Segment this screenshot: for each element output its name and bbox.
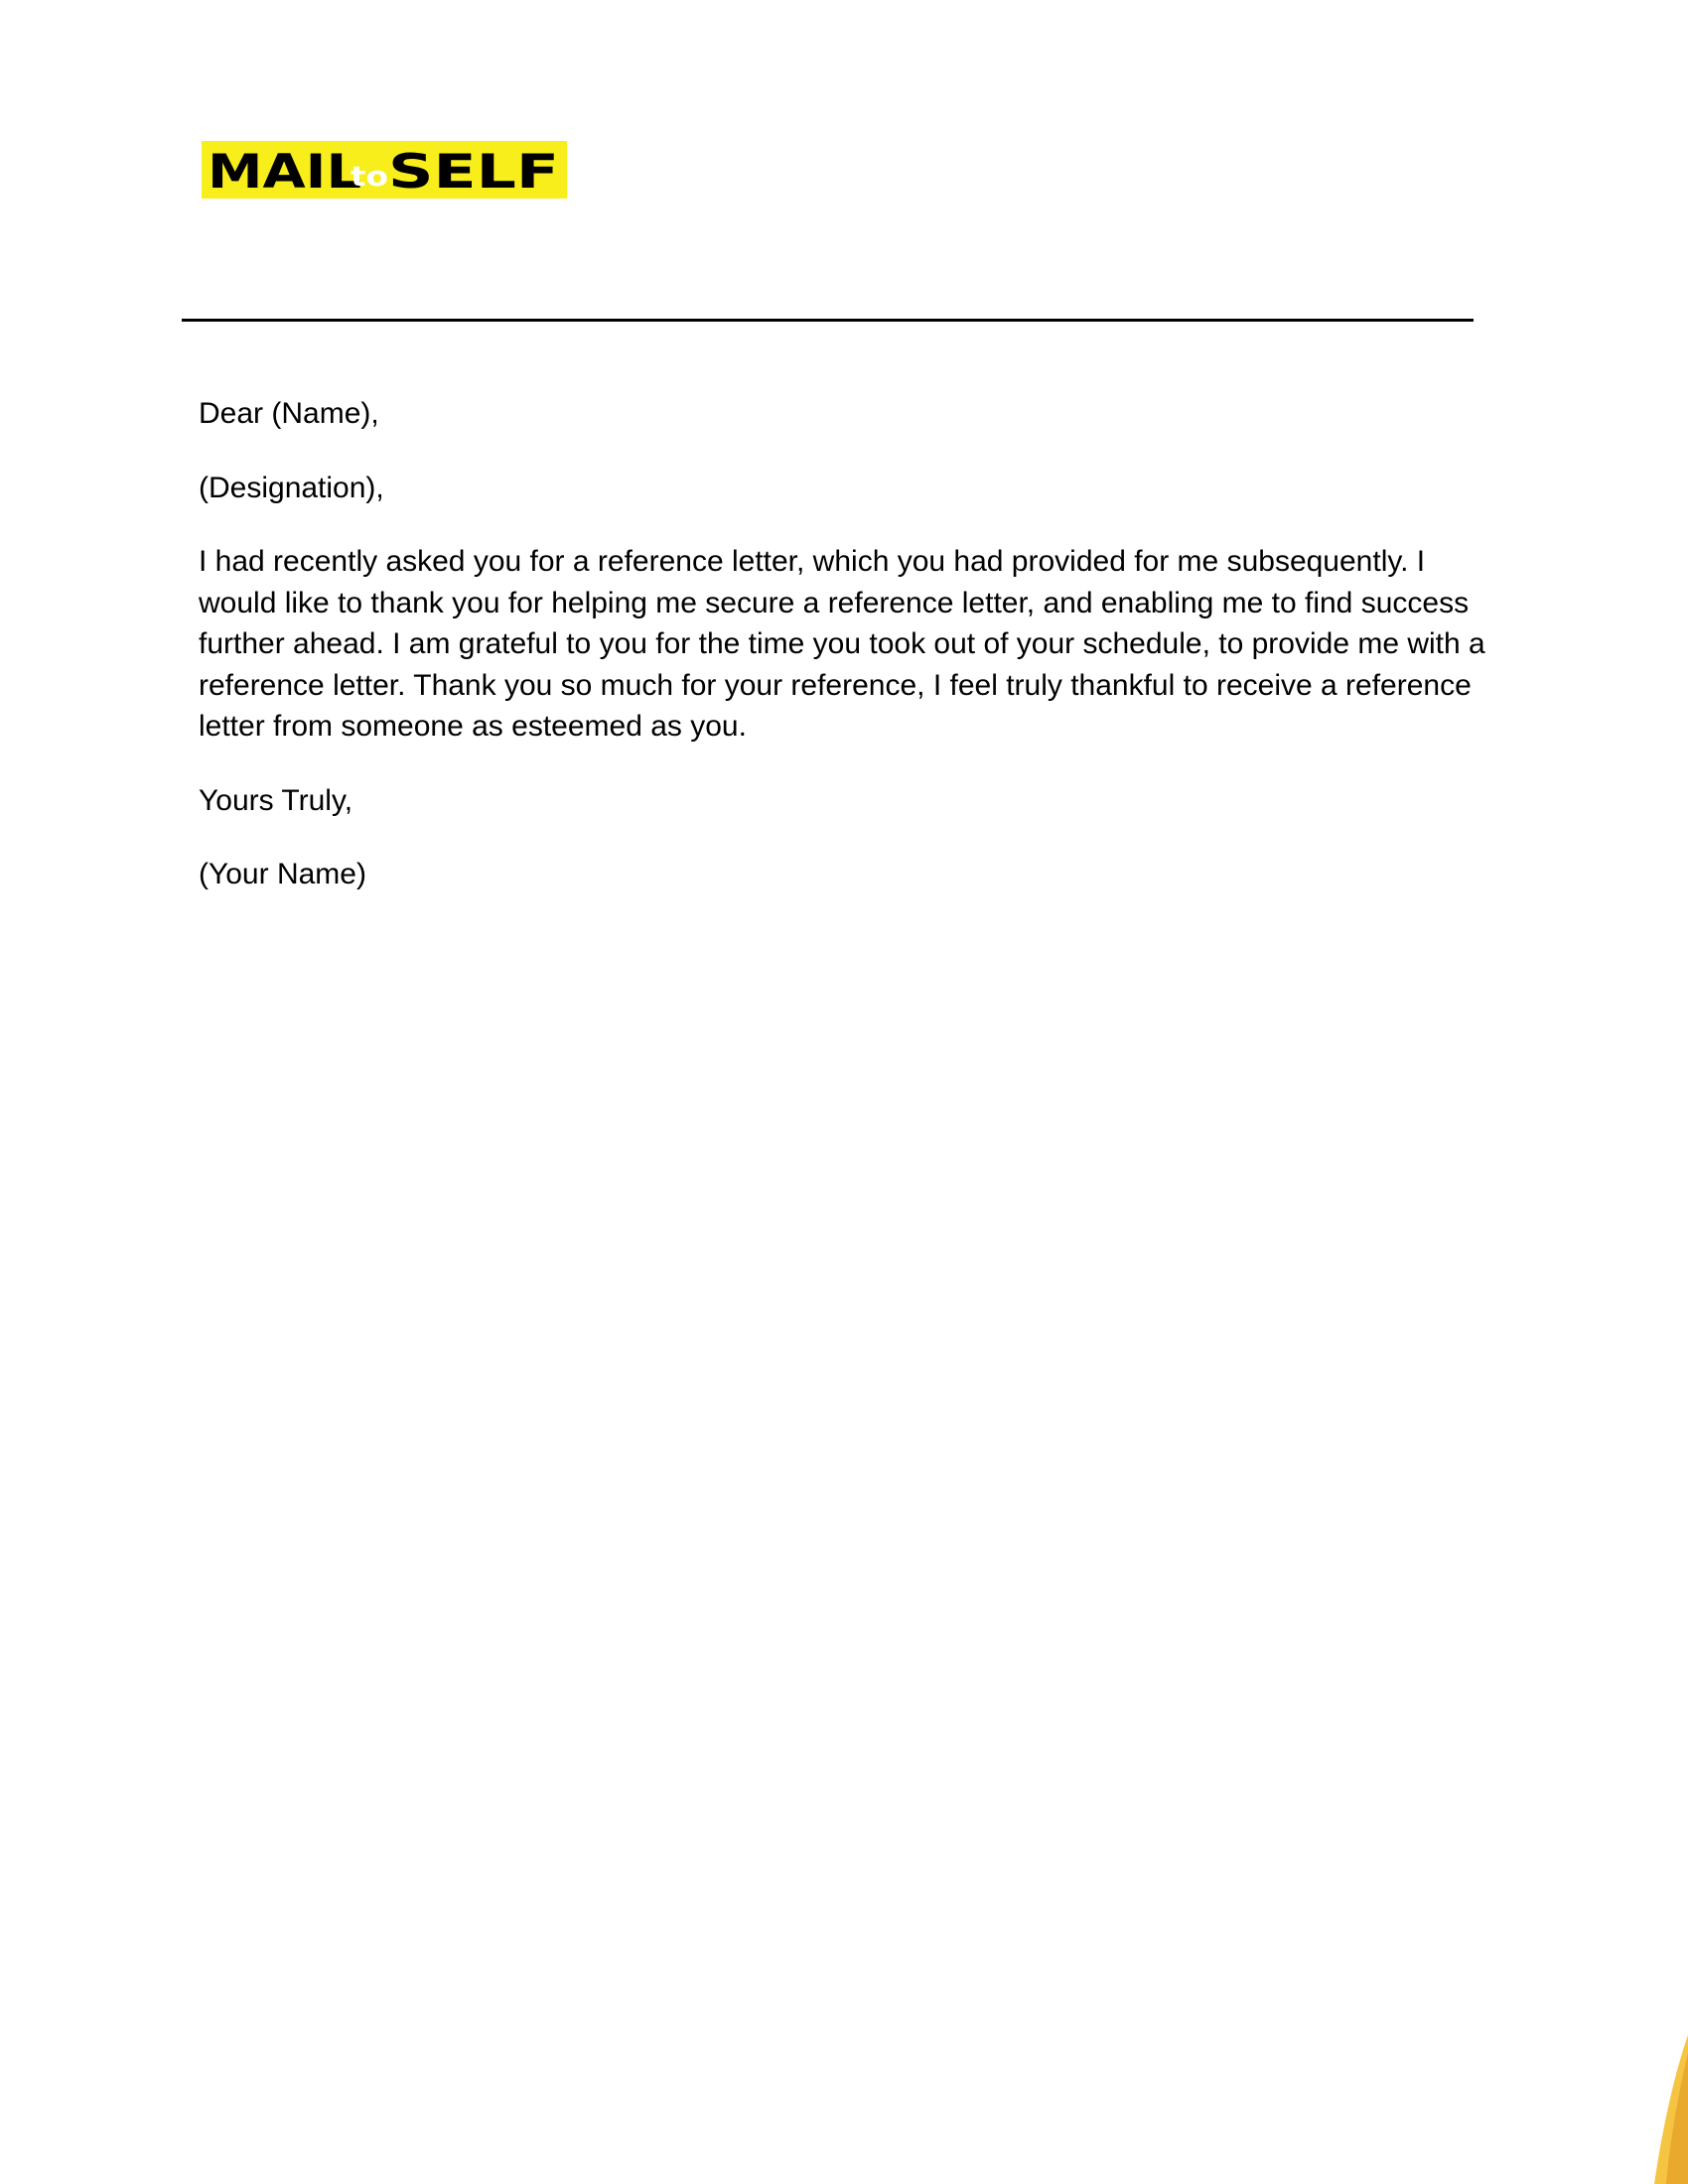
- closing: Yours Truly,: [199, 783, 353, 817]
- logo-text-mail: MAIL: [208, 145, 361, 199]
- designation: (Designation),: [199, 471, 384, 504]
- letter-body: [199, 393, 1499, 928]
- body-paragraph: I had recently asked you for a reference letter, which you had provided for me subsequently. I would like to thank you for helping me secure a reference letter, and enabling me to find success further ahead. I am grateful to you for the time you took out of your schedule, to provide me with a reference letter. Thank you so much for your reference, I feel truly thankful to receive a reference letter from someone as esteemed as you.: [199, 545, 1485, 743]
- corner-decoration: [1648, 2035, 1688, 2184]
- header-divider: [182, 319, 1474, 322]
- signature: (Your Name): [199, 858, 366, 890]
- brand-logo-graphic: [202, 141, 567, 199]
- salutation: Dear (Name),: [199, 397, 379, 430]
- logo-text-to: to: [351, 160, 388, 193]
- brand-logo: [202, 141, 567, 199]
- logo-text-self: SELF: [388, 145, 559, 199]
